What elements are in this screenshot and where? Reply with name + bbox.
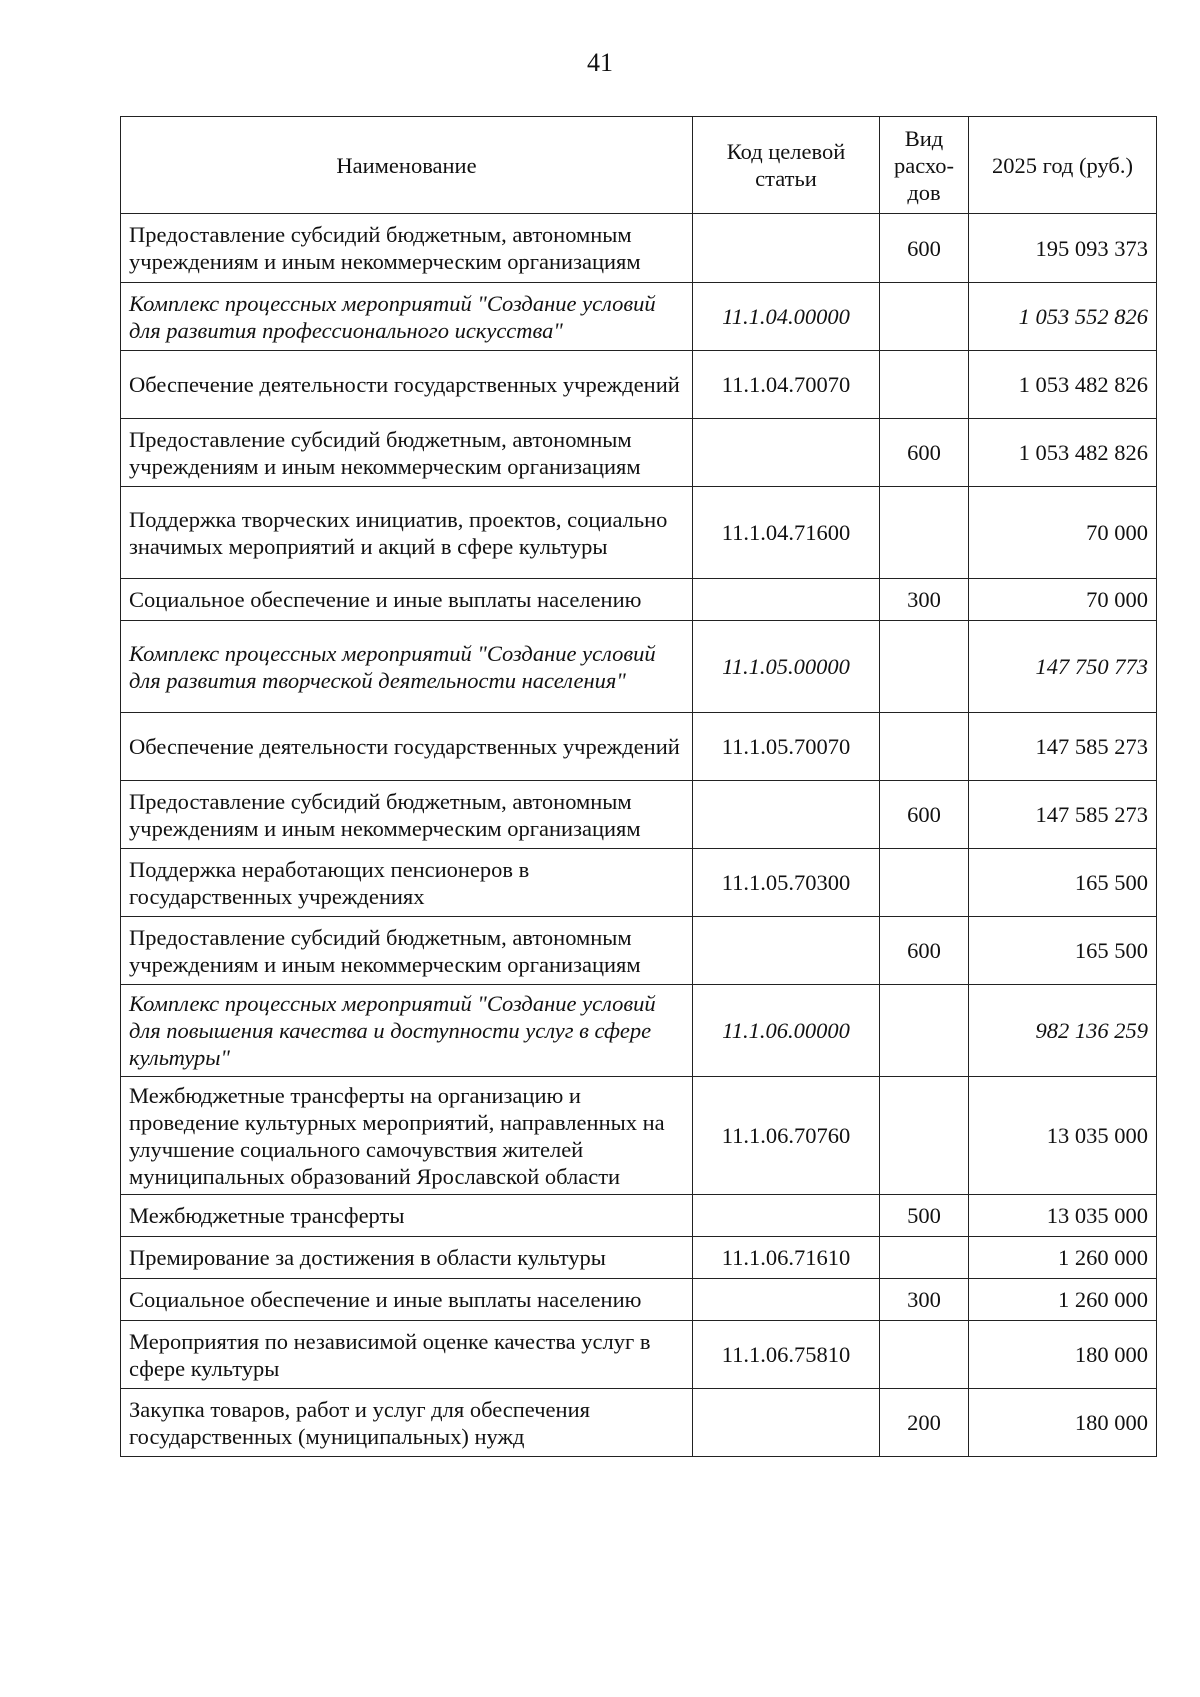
cell-amount: 147 750 773 xyxy=(969,621,1157,713)
cell-name: Поддержка творческих инициатив, проектов, социально значимых мероприятий и акций в сфере культуры xyxy=(121,487,693,579)
cell-code xyxy=(693,1195,880,1237)
cell-type: 300 xyxy=(880,1279,969,1321)
cell-code: 11.1.05.00000 xyxy=(693,621,880,713)
cell-type: 600 xyxy=(880,917,969,985)
cell-type: 500 xyxy=(880,1195,969,1237)
budget-table xyxy=(120,116,1157,1457)
cell-amount: 1 260 000 xyxy=(969,1237,1157,1279)
table-body xyxy=(121,214,1157,1457)
table-row xyxy=(121,985,1157,1077)
cell-code: 11.1.06.75810 xyxy=(693,1321,880,1389)
cell-type xyxy=(880,1237,969,1279)
cell-type: 600 xyxy=(880,781,969,849)
table-row xyxy=(121,1195,1157,1237)
cell-amount: 1 260 000 xyxy=(969,1279,1157,1321)
cell-amount: 195 093 373 xyxy=(969,214,1157,283)
cell-code: 11.1.04.70070 xyxy=(693,351,880,419)
cell-code xyxy=(693,917,880,985)
table-row xyxy=(121,283,1157,351)
cell-name: Закупка товаров, работ и услуг для обеспечения государственных (муниципальных) нужд xyxy=(121,1389,693,1457)
page-number: 41 xyxy=(587,48,613,77)
cell-name: Социальное обеспечение и иные выплаты населению xyxy=(121,1279,693,1321)
table-row xyxy=(121,419,1157,487)
cell-type xyxy=(880,351,969,419)
cell-type xyxy=(880,1077,969,1195)
cell-amount: 147 585 273 xyxy=(969,781,1157,849)
cell-code: 11.1.04.00000 xyxy=(693,283,880,351)
table-row xyxy=(121,351,1157,419)
table-row xyxy=(121,917,1157,985)
table-row xyxy=(121,849,1157,917)
cell-name: Предоставление субсидий бюджетным, автономным учреждениям и иным некоммерческим организациям xyxy=(121,419,693,487)
cell-name: Мероприятия по независимой оценке качества услуг в сфере культуры xyxy=(121,1321,693,1389)
cell-amount: 165 500 xyxy=(969,917,1157,985)
cell-amount: 13 035 000 xyxy=(969,1195,1157,1237)
cell-name: Предоставление субсидий бюджетным, автономным учреждениям и иным некоммерческим организациям xyxy=(121,214,693,283)
cell-name: Комплекс процессных мероприятий "Создание условий для развития творческой деятельности населения" xyxy=(121,621,693,713)
cell-code: 11.1.06.71610 xyxy=(693,1237,880,1279)
cell-amount: 70 000 xyxy=(969,579,1157,621)
table-row xyxy=(121,579,1157,621)
cell-name: Обеспечение деятельности государственных учреждений xyxy=(121,351,693,419)
cell-code xyxy=(693,214,880,283)
cell-name: Межбюджетные трансферты на организацию и проведение культурных мероприятий, направленных на улучшение социального самочувствия жителей муниципальных образований Ярославской области xyxy=(121,1077,693,1195)
cell-amount: 13 035 000 xyxy=(969,1077,1157,1195)
cell-name: Обеспечение деятельности государственных учреждений xyxy=(121,713,693,781)
cell-code xyxy=(693,1279,880,1321)
cell-type xyxy=(880,985,969,1077)
cell-type xyxy=(880,1321,969,1389)
cell-type xyxy=(880,621,969,713)
table-row xyxy=(121,713,1157,781)
header-code: Код целевой статьи xyxy=(693,117,880,214)
cell-amount: 165 500 xyxy=(969,849,1157,917)
table-row xyxy=(121,214,1157,283)
table-row xyxy=(121,1389,1157,1457)
cell-type xyxy=(880,487,969,579)
table-row xyxy=(121,1279,1157,1321)
cell-name: Поддержка неработающих пенсионеров в государственных учреждениях xyxy=(121,849,693,917)
cell-amount: 180 000 xyxy=(969,1389,1157,1457)
cell-code: 11.1.06.00000 xyxy=(693,985,880,1077)
cell-amount: 1 053 482 826 xyxy=(969,419,1157,487)
cell-type xyxy=(880,849,969,917)
table-row xyxy=(121,621,1157,713)
cell-name: Межбюджетные трансферты xyxy=(121,1195,693,1237)
header-name: Наименование xyxy=(121,117,693,214)
cell-type xyxy=(880,713,969,781)
cell-code xyxy=(693,419,880,487)
table-header-row xyxy=(121,117,1157,214)
table-row xyxy=(121,1237,1157,1279)
cell-code xyxy=(693,781,880,849)
cell-type: 300 xyxy=(880,579,969,621)
table-row xyxy=(121,1077,1157,1195)
cell-amount: 1 053 482 826 xyxy=(969,351,1157,419)
header-type: Вид расхо-дов xyxy=(880,117,969,214)
cell-code xyxy=(693,1389,880,1457)
table-row xyxy=(121,1321,1157,1389)
cell-code: 11.1.04.71600 xyxy=(693,487,880,579)
cell-amount: 70 000 xyxy=(969,487,1157,579)
cell-amount: 180 000 xyxy=(969,1321,1157,1389)
cell-code: 11.1.05.70070 xyxy=(693,713,880,781)
cell-type xyxy=(880,283,969,351)
cell-name: Социальное обеспечение и иные выплаты населению xyxy=(121,579,693,621)
cell-name: Предоставление субсидий бюджетным, автономным учреждениям и иным некоммерческим организациям xyxy=(121,917,693,985)
cell-code: 11.1.05.70300 xyxy=(693,849,880,917)
header-amount: 2025 год (руб.) xyxy=(969,117,1157,214)
cell-name: Предоставление субсидий бюджетным, автономным учреждениям и иным некоммерческим организациям xyxy=(121,781,693,849)
cell-amount: 1 053 552 826 xyxy=(969,283,1157,351)
cell-type: 200 xyxy=(880,1389,969,1457)
cell-name: Комплекс процессных мероприятий "Создание условий для повышения качества и доступности услуг в сфере культуры" xyxy=(121,985,693,1077)
cell-code xyxy=(693,579,880,621)
cell-type: 600 xyxy=(880,419,969,487)
table-row xyxy=(121,781,1157,849)
cell-amount: 982 136 259 xyxy=(969,985,1157,1077)
cell-name: Комплекс процессных мероприятий "Создание условий для развития профессионального искусства" xyxy=(121,283,693,351)
cell-type: 600 xyxy=(880,214,969,283)
cell-name: Премирование за достижения в области культуры xyxy=(121,1237,693,1279)
cell-amount: 147 585 273 xyxy=(969,713,1157,781)
cell-code: 11.1.06.70760 xyxy=(693,1077,880,1195)
table-row xyxy=(121,487,1157,579)
